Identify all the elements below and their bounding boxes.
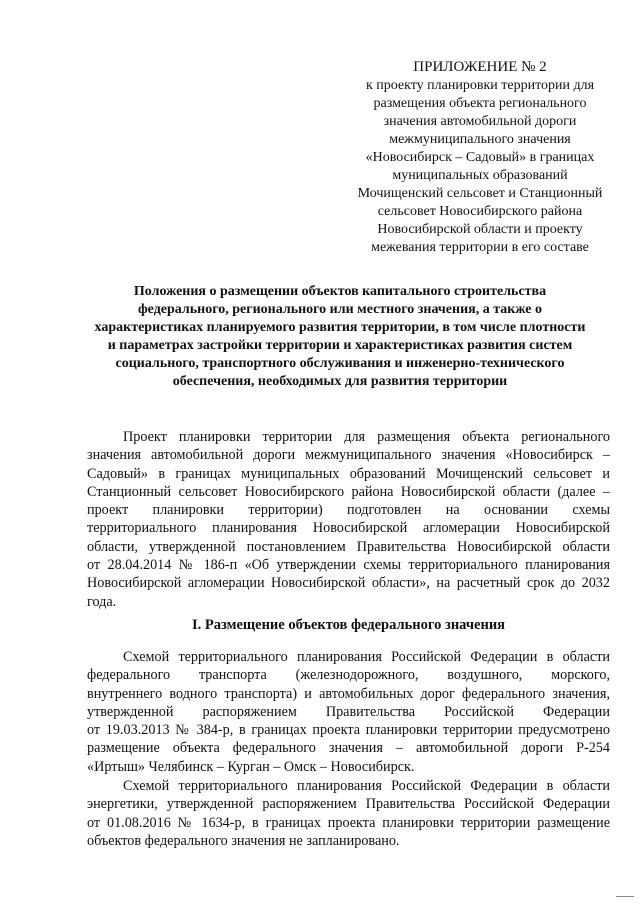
paragraph-line: размещение объекта федерального значения – автомобильной дороги Р-254: [87, 740, 610, 757]
paragraph-line: Схемой территориального планирования Российской Федерации в области: [123, 778, 610, 794]
paragraph-line: объектов федерального значения не запланировано.: [87, 832, 400, 849]
paragraph-line: Проект планировки территории для размещения объекта регионального: [123, 429, 610, 445]
paragraph-line: от 19.03.2013 № 384-р, в границах проекта планировки территории предусмотрено: [87, 722, 610, 739]
section-paragraph-1: [87, 648, 610, 776]
appendix-line: «Новосибирск – Садовый» в границах: [365, 150, 595, 165]
appendix-heading: ПРИЛОЖЕНИЕ № 2: [413, 59, 547, 75]
appendix-line: к проекту планировки территории для: [365, 78, 595, 93]
appendix-line: муниципальных образований: [392, 168, 568, 183]
title-line: и параметрах застройки территории и характеристиках развития систем: [107, 338, 573, 353]
paragraph-line: от 28.04.2014 № 186-п «Об утверждении схемы территориального планирования: [87, 557, 610, 574]
section-heading: I. Размещение объектов федерального значения: [191, 617, 506, 633]
paragraph-line: внутреннего водного транспорта) и автомобильных дорог федерального значения,: [87, 685, 610, 702]
appendix-line: Мочищенский сельсовет и Станционный: [357, 186, 603, 201]
paragraph-line: проект планировки территории) подготовлен на основании схемы: [87, 502, 610, 519]
paragraph-line: от 01.08.2016 № 1634-р, в границах проекта планировки территории размещение: [87, 814, 610, 831]
paragraph-line: Станционный сельсовет Новосибирского района Новосибирской области (далее –: [87, 483, 610, 500]
scan-mark: [616, 896, 634, 897]
paragraph-line: Схемой территориального планирования Российской Федерации в области: [123, 649, 610, 665]
appendix-line: размещения объекта регионального: [373, 96, 587, 111]
paragraph-line: «Иртыш» Челябинск – Курган – Омск – Новосибирск.: [87, 758, 415, 775]
paragraph-line: области, утвержденной постановлением Правительства Новосибирской области: [87, 538, 610, 555]
paragraph-line: утвержденной распоряжением Правительства Российской Федерации: [87, 703, 610, 720]
title-line: обеспечения, необходимых для развития территории: [172, 374, 508, 389]
title-line: федерального, регионального или местного значения, а также о: [137, 302, 543, 317]
appendix-line: значения автомобильной дороги: [383, 114, 577, 129]
paragraph-line: энергетики, утвержденной распоряжением Правительства Российской Федерации: [87, 796, 610, 813]
paragraph-line: Новосибирской агломерации Новосибирской области», на расчетный срок до 2032: [87, 575, 610, 592]
paragraph-line: года.: [87, 593, 117, 610]
intro-paragraph: [87, 428, 610, 611]
document-title: [80, 283, 600, 391]
paragraph-line: Садовый» в границах муниципальных образований Мочищенский сельсовет и: [87, 465, 610, 482]
appendix-line: межевания территории в его составе: [371, 240, 589, 255]
appendix-line: межмуниципального значения: [389, 132, 571, 147]
appendix-block: [335, 58, 625, 257]
paragraph-line: федерального транспорта (железнодорожного, воздушного, морского,: [87, 667, 610, 684]
paragraph-line: территориального планирования Новосибирской агломерации Новосибирской: [87, 520, 610, 537]
title-line: Положения о размещении объектов капитального строительства: [133, 284, 547, 299]
paragraph-line: значения автомобильной дороги межмуниципального значения «Новосибирск –: [87, 447, 610, 464]
section-paragraph-2: [87, 777, 610, 850]
appendix-line: Новосибирской области и проекту: [377, 222, 583, 237]
appendix-line: сельсовет Новосибирского района: [377, 204, 583, 219]
title-line: социального, транспортного обслуживания и инженерно-технического: [115, 356, 565, 371]
title-line: характеристиках планируемого развития территории, в том числе плотности: [94, 320, 586, 335]
